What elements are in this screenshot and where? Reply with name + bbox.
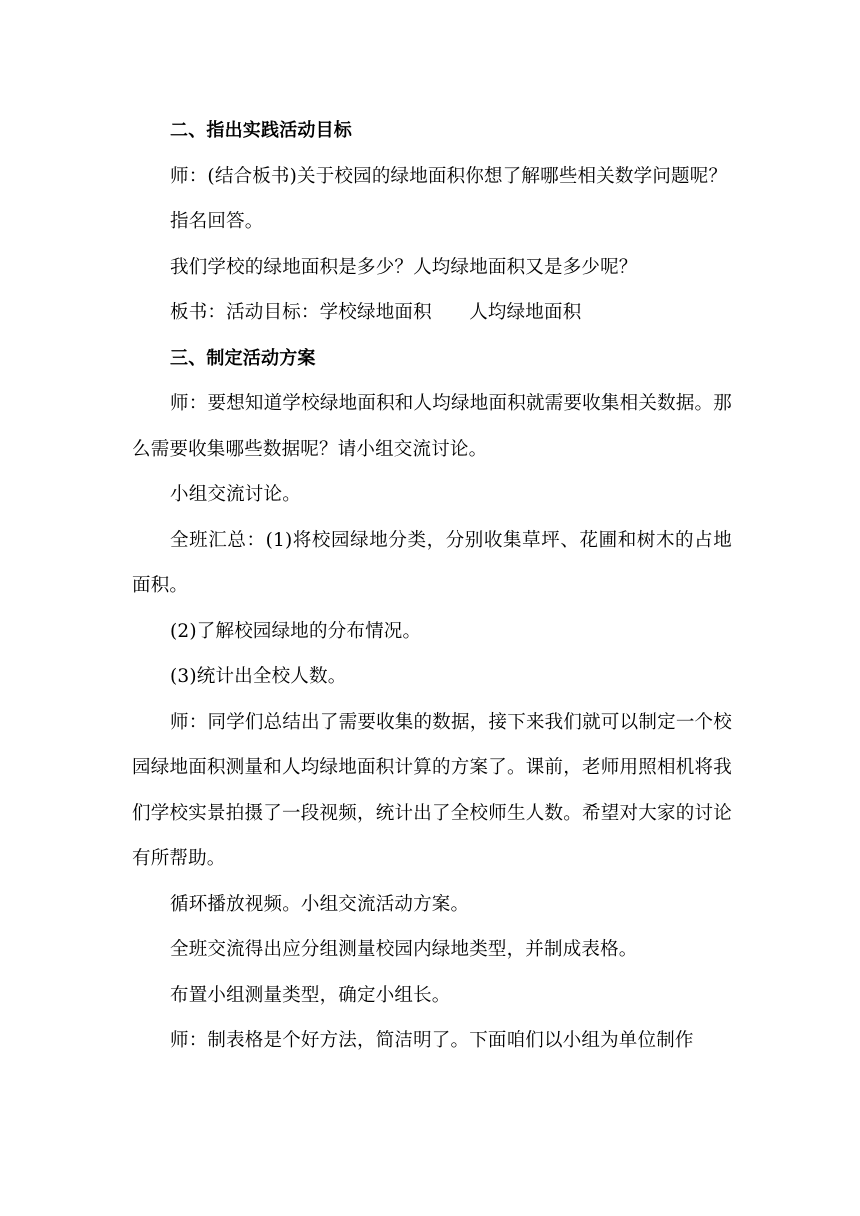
paragraph-teacher-table: 师：制表格是个好方法，简洁明了。下面咱们以小组为单位制作 [170, 1030, 694, 1051]
document-body [132, 108, 732, 1064]
paragraph-assign-groups: 布置小组测量类型，确定小组长。 [170, 984, 451, 1006]
paragraph-teacher-question: 师：(结合板书)关于校园的绿地面积你想了解哪些相关数学问题呢？ [170, 165, 728, 187]
paragraph-teacher-plan: 师：同学们总结出了需要收集的数据，接下来我们就可以制定一个校园绿地面积测量和人均绿地面积计算的方案了。课前，老师用照相机将我们学校实景拍摄了一段视频，统计出了全校师生人数。希望对大家的讨论有所帮助。 [132, 711, 732, 869]
paragraph-summary-2: (2)了解校园绿地的分布情况。 [170, 620, 422, 642]
paragraph-class-exchange: 全班交流得出应分组测量校园内绿地类型，并制成表格。 [170, 939, 638, 960]
section-heading-3: 三、制定活动方案 [170, 347, 316, 369]
paragraph-board-notes: 板书：活动目标：学校绿地面积 人均绿地面积 [170, 302, 582, 323]
paragraph-questions: 我们学校的绿地面积是多少？人均绿地面积又是多少呢？ [170, 256, 638, 278]
paragraph-answer-prompt: 指名回答。 [170, 211, 264, 232]
paragraph-teacher-data: 师：要想知道学校绿地面积和人均绿地面积就需要收集相关数据。那么需要收集哪些数据呢？请小组交流讨论。 [132, 393, 732, 460]
paragraph-summary-3: (3)统计出全校人数。 [170, 666, 347, 687]
section-heading-2: 二、指出实践活动目标 [170, 120, 352, 141]
paragraph-video: 循环播放视频。小组交流活动方案。 [170, 893, 470, 915]
paragraph-group-discussion: 小组交流讨论。 [170, 484, 301, 505]
paragraph-summary-1: 全班汇总：(1)将校园绿地分类，分别收集草坪、花圃和树木的占地面积。 [132, 529, 732, 596]
